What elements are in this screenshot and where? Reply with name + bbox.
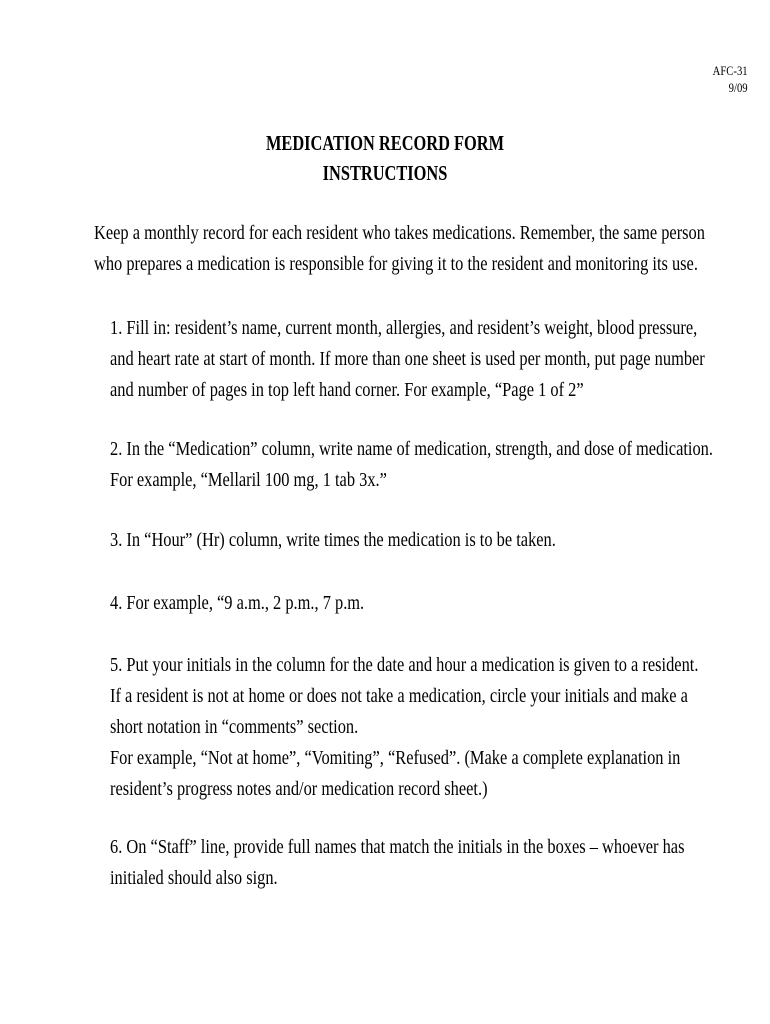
form-code: AFC-31 xyxy=(713,63,748,78)
intro-paragraph xyxy=(94,218,705,280)
instruction-line: If a resident is not at home or does not take a medication, circle your initials and make a xyxy=(110,685,688,707)
instruction-item-5 xyxy=(110,650,700,805)
instruction-line: 5. Put your initials in the column for the date and hour a medication is given to a resident. xyxy=(110,654,699,676)
instruction-line: 4. For example, “9 a.m., 2 p.m., 7 p.m. xyxy=(110,592,365,614)
intro-line-2: who prepares a medication is responsible for giving it to the resident and monitoring its use. xyxy=(94,253,698,275)
instruction-line: resident’s progress notes and/or medication record sheet.) xyxy=(110,778,488,800)
form-code-block xyxy=(713,62,748,96)
title-line-1: MEDICATION RECORD FORM xyxy=(265,131,505,155)
instruction-line: 3. In “Hour” (Hr) column, write times the medication is to be taken. xyxy=(110,529,556,551)
instruction-item-2 xyxy=(110,434,713,496)
instruction-line: short notation in “comments” section. xyxy=(110,716,359,738)
form-date: 9/09 xyxy=(729,80,748,95)
instruction-line: For example, “Not at home”, “Vomiting”, “Refused”. (Make a complete explanation in xyxy=(110,747,681,769)
instruction-line: and heart rate at start of month. If more than one sheet is used per month, put page number xyxy=(110,348,705,370)
instruction-line: For example, “Mellaril 100 mg, 1 tab 3x.” xyxy=(110,469,387,491)
instruction-item-1 xyxy=(110,313,705,406)
instruction-line: 1. Fill in: resident’s name, current month, allergies, and resident’s weight, blood pressure, xyxy=(110,317,698,339)
instruction-item-6 xyxy=(110,832,700,894)
instruction-line: and number of pages in top left hand corner. For example, “Page 1 of 2” xyxy=(110,379,584,401)
intro-line-1: Keep a monthly record for each resident who takes medications. Remember, the same person xyxy=(94,222,705,244)
instruction-line: 2. In the “Medication” column, write name of medication, strength, and dose of medication. xyxy=(110,438,713,460)
title-line-2: INSTRUCTIONS xyxy=(322,161,448,185)
page-title xyxy=(0,128,770,188)
instruction-line: initialed should also sign. xyxy=(110,867,278,889)
instruction-item-3 xyxy=(110,525,700,556)
instruction-item-4 xyxy=(110,588,700,619)
instruction-line: 6. On “Staff” line, provide full names that match the initials in the boxes – whoever has xyxy=(110,836,685,858)
